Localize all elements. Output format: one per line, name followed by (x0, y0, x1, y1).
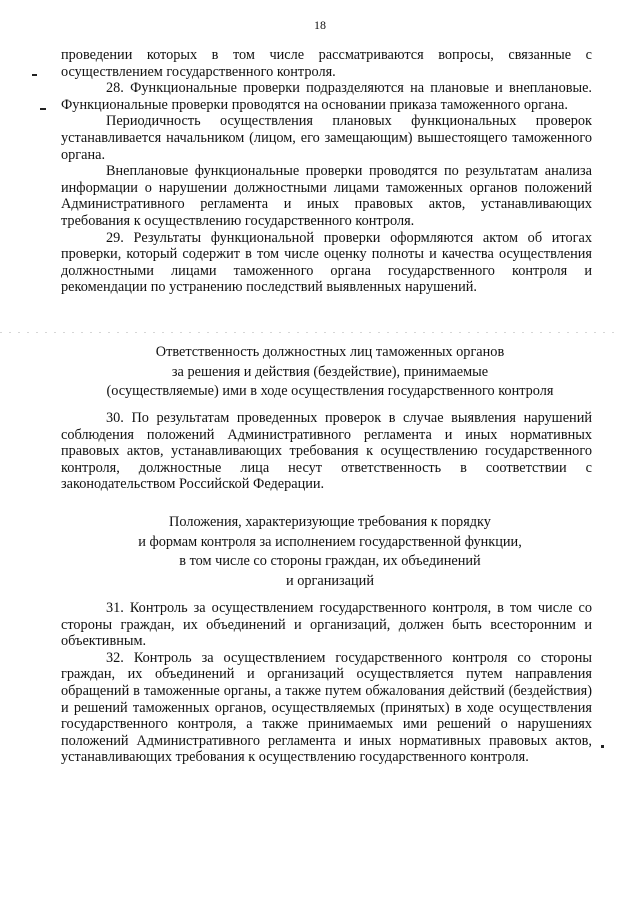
body-block-2 (61, 410, 592, 493)
paragraph-32: 32. Контроль за осуществлением государственного контроля со стороны граждан, их объединений и организаций осуществляется путем направления обращений в таможенные органы, а также путем обжалования действий (бездействия) и решений таможенных органов, осуществляемых (принятых) в ходе осуществления государственного контроля, а также принимаемых ими решений о нарушениях положений Административного регламента и иных нормативных правовых актов, устанавливающих требования к осуществлению государственного контроля. (61, 649, 592, 766)
paragraph-periodicity: Периодичность осуществления плановых функциональных проверок устанавливается начальником (лицом, его замещающим) вышестоящего таможенного органа. (61, 113, 592, 163)
body-block-3 (61, 600, 592, 766)
body-block-1 (61, 47, 592, 296)
section-heading-responsibility (60, 343, 600, 402)
paragraph-31: 31. Контроль за осуществлением государственного контроля, в том числе со стороны граждан, их объединений и организаций, должен быть всесторонним и объективным. (61, 600, 592, 650)
scan-speck (40, 108, 46, 110)
heading-line: Ответственность должностных лиц таможенных органов (155, 344, 505, 360)
paragraph-28: 28. Функциональные проверки подразделяются на плановые и внеплановые. Функциональные проверки проводятся на основании приказа таможенного органа. (61, 80, 592, 113)
heading-line: Положения, характеризующие требования к порядку (169, 514, 491, 530)
page-number: 18 (314, 18, 326, 32)
heading-line: и организаций (286, 572, 374, 589)
paragraph-unplanned-checks: Внеплановые функциональные проверки проводятся по результатам анализа информации о нарушении должностными лицами таможенных органов положений Административного регламента и иных правовых актов, устанавливающих требования к осуществлению государственного контроля. (61, 163, 592, 229)
paragraph-30: 30. По результатам проведенных проверок в случае выявления нарушений соблюдения положений Административного регламента и иных нормативных правовых актов, устанавливающих требования к осуществлению государственного контроля, должностные лица несут ответственность в соответствии с законодательством Российской Федерации. (61, 410, 592, 493)
paragraph-29: 29. Результаты функциональной проверки оформляются актом об итогах проверки, который содержит в том числе оценку полноты и качества осуществления должностными лицами таможенного органа государственного контроля и рекомендации по устранению последствий выявленных нарушений. (61, 229, 592, 296)
heading-line: в том числе со стороны граждан, их объединений (179, 553, 481, 570)
heading-line: за решения и действия (бездействие), принимаемые (171, 363, 489, 380)
heading-line: и формам контроля за исполнением государственной функции, (138, 533, 522, 550)
scan-artifact-line (0, 332, 620, 333)
scan-speck (32, 74, 37, 76)
heading-line: (осуществляемые) ими в ходе осуществления государственного контроля (106, 383, 554, 400)
scan-speck (601, 745, 604, 748)
paragraph-continuation: проведении которых в том числе рассматриваются вопросы, связанные с осуществлением государственного контроля. (61, 47, 592, 80)
section-heading-control-requirements (60, 513, 600, 591)
